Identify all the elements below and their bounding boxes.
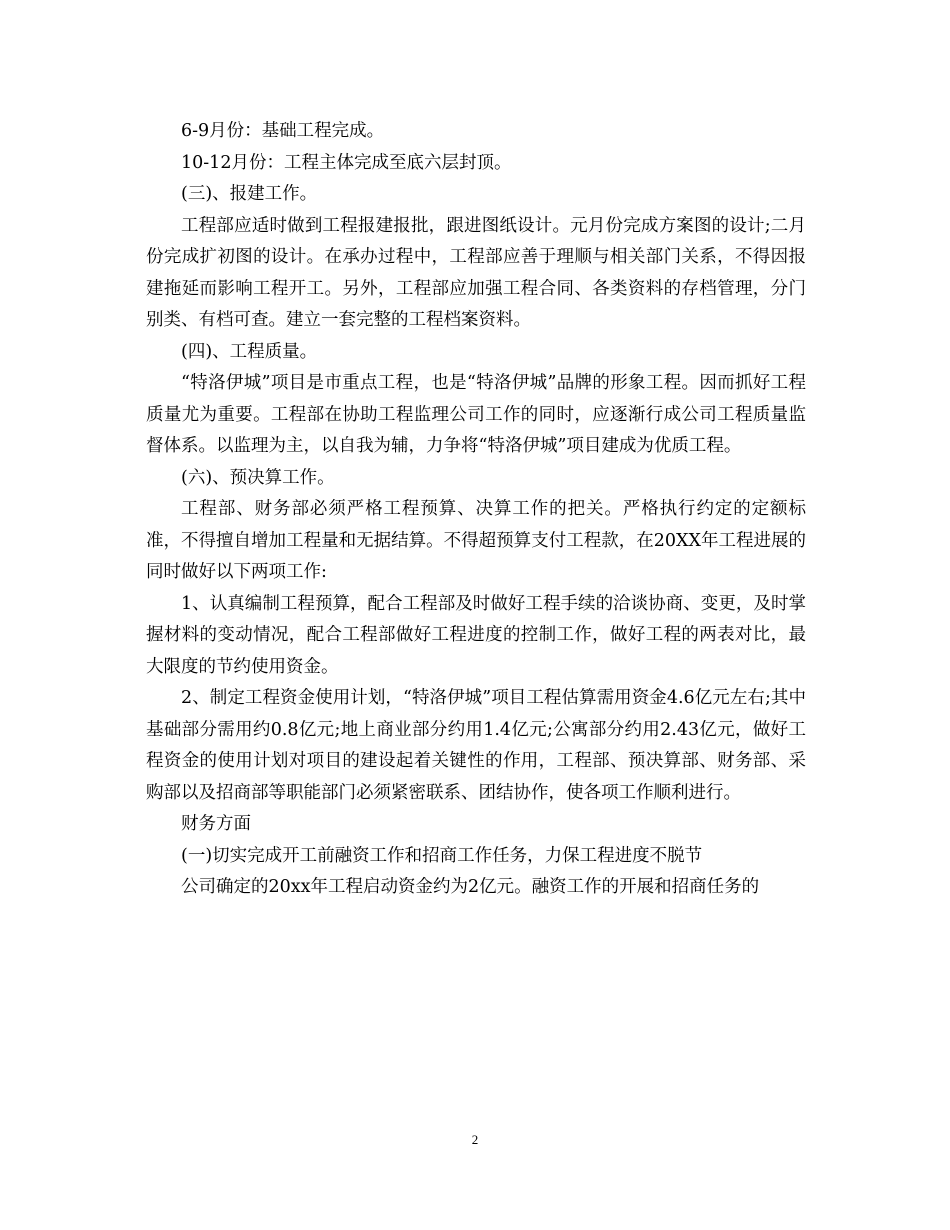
paragraph-budget-settlement: 工程部、财务部必须严格工程预算、决算工作的把关。严格执行约定的定额标准，不得擅自增加工程量和无据结算。不得超预算支付工程款，在20XX年工程进展的同时做好以下两项工作: (146, 499, 806, 582)
list-item-budget-1: 1、认真编制工程预算，配合工程部及时做好工程手续的洽谈协商、变更，及时掌握材料的变动情况，配合工程部做好工程进度的控制工作，做好工程的两表对比，最大限度的节约使用资金。 (146, 593, 806, 677)
heading-finance: 财务方面 (181, 814, 251, 834)
heading-budget-settlement: (六)、预决算工作。 (181, 467, 335, 488)
document-body (146, 116, 806, 904)
page-number: 2 (471, 1132, 479, 1147)
paragraph-engineering-quality: “特洛伊城”项目是市重点工程，也是“特洛伊城”品牌的形象工程。因而抓好工程质量尤为重要。工程部在协助工程监理公司工作的同时，应逐渐行成公司工程质量监督体系。以监理为主，以自我为辅，力争将“特洛伊城”项目建成为优质工程。 (146, 373, 806, 456)
heading-engineering-quality: (四)、工程质量。 (181, 341, 318, 362)
paragraph-schedule-oct-dec: 10-12月份：工程主体完成至底六层封顶。 (181, 152, 512, 173)
paragraph-schedule-jun-sep: 6-9月份：基础工程完成。 (181, 121, 385, 141)
heading-financing-tasks: (一)切实完成开工前融资工作和招商工作任务，力保工程进度不脱节 (181, 845, 703, 866)
paragraph-permit-work: 工程部应适时做到工程报建报批，跟进图纸设计。元月份完成方案图的设计;二月份完成扩初图的设计。在承办过程中，工程部应善于理顺与相关部门关系，不得因报建拖延而影响工程开工。另外，工程部应加强工程合同、各类资料的存档管理，分门别类、有档可查。建立一套完整的工程档案资料。 (146, 215, 806, 330)
paragraph-startup-funds: 公司确定的20xx年工程启动资金约为2亿元。融资工作的开展和招商任务的 (181, 877, 760, 897)
list-item-budget-2: 2、制定工程资金使用计划，“特洛伊城”项目工程估算需用资金4.6亿元左右;其中基础部分需用约0.8亿元;地上商业部分约用1.4亿元;公寓部分约用2.43亿元，做好工程资金的使用计划对项目的建设起着关键性的作用，工程部、预决算部、财务部、采购部以及招商部等职能部门必须紧密联系、团结协作，使各项工作顺利进行。 (146, 688, 806, 803)
heading-permit-work: (三)、报建工作。 (181, 184, 318, 204)
